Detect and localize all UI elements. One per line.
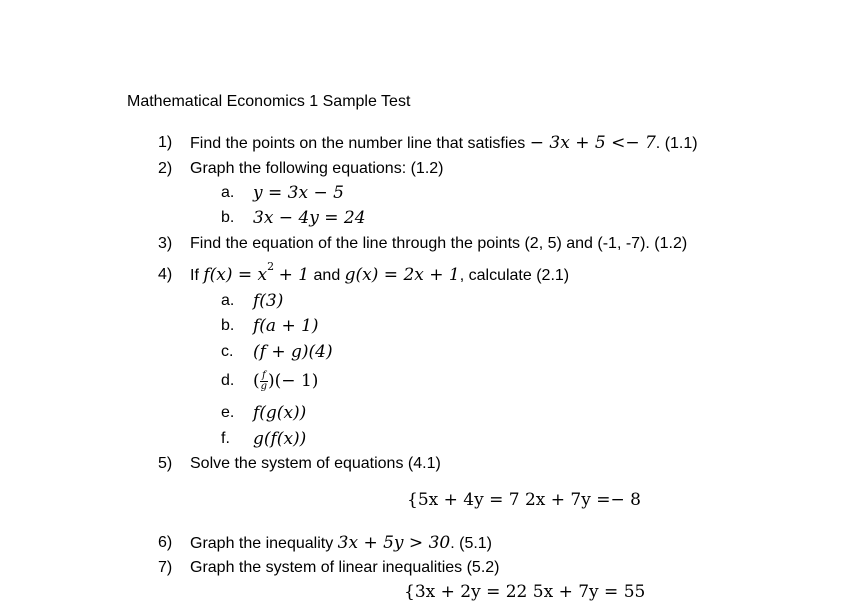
sub-label: e.	[221, 404, 235, 421]
f-definition-tail: + 1	[278, 265, 310, 285]
and-word: and	[313, 267, 341, 284]
question-3	[0, 232, 862, 256]
question-1-text: Find the points on the number line that satisfies	[190, 135, 526, 152]
sub-label: b.	[221, 209, 235, 226]
question-1-suffix: . (1.1)	[655, 135, 698, 152]
question-4-suffix: , calculate (2.1)	[459, 267, 570, 284]
question-4b	[0, 314, 862, 338]
question-2	[0, 157, 862, 181]
equation: y = 3x − 5	[253, 183, 344, 203]
inequality: 3x + 5y > 30	[337, 533, 451, 553]
sub-label: b.	[221, 317, 235, 334]
question-text	[190, 131, 698, 156]
expression: f(3)	[253, 291, 284, 311]
question-number: 1)	[158, 134, 173, 151]
question-number: 4)	[158, 266, 173, 283]
sub-label: a.	[221, 184, 235, 201]
question-4e	[0, 401, 862, 425]
sub-label: a.	[221, 292, 235, 309]
question-number: 3)	[158, 235, 173, 252]
system-of-equations: {5x + 4y = 7 2x + 7y =− 8	[407, 490, 641, 510]
question-4	[0, 260, 862, 287]
open-paren: (	[253, 371, 260, 391]
question-number: 2)	[158, 160, 173, 177]
expression	[253, 369, 318, 394]
sub-label: c.	[221, 343, 234, 360]
f-definition: f(x) = x	[203, 265, 268, 285]
question-4d	[0, 369, 862, 393]
question-4a	[0, 289, 862, 313]
expression: (f + g)(4)	[253, 342, 333, 362]
question-5	[0, 452, 862, 476]
question-text: Graph the following equations: (1.2)	[190, 160, 444, 177]
system-of-inequalities: {3x + 2y = 22 5x + 7y = 55	[404, 582, 646, 602]
question-text: Solve the system of equations (4.1)	[190, 455, 441, 472]
question-text	[190, 260, 570, 289]
fraction	[260, 371, 268, 392]
question-number: 6)	[158, 534, 173, 551]
equation: 3x − 4y = 24	[253, 208, 366, 228]
question-2b	[0, 206, 862, 230]
question-4c	[0, 340, 862, 364]
fraction-denominator: g	[260, 381, 268, 393]
expression: g(f(x))	[253, 429, 307, 449]
question-number: 5)	[158, 455, 173, 472]
question-1-inequality: − 3x + 5 <− 7	[529, 133, 656, 153]
question-6-text: Graph the inequality	[190, 535, 334, 552]
question-text	[190, 531, 492, 556]
question-text: Graph the system of linear inequalities (5.2)	[190, 559, 500, 576]
sub-label: f.	[221, 430, 230, 447]
question-1	[0, 131, 862, 155]
expression: f(g(x))	[253, 403, 307, 423]
question-6	[0, 531, 862, 555]
question-2a	[0, 181, 862, 205]
fraction-numerator: f	[260, 371, 268, 382]
question-number: 7)	[158, 559, 173, 576]
expression: f(a + 1)	[253, 316, 319, 336]
question-4-prefix: If	[190, 267, 199, 284]
g-definition: g(x) = 2x + 1	[344, 265, 460, 285]
question-4f	[0, 427, 862, 451]
sub-label: d.	[221, 372, 235, 389]
question-7	[0, 556, 862, 580]
exponent: 2	[267, 260, 275, 273]
question-text: Find the equation of the line through the points (2, 5) and (-1, -7). (1.2)	[190, 235, 688, 252]
expression-tail: )(− 1)	[268, 371, 319, 391]
page-title: Mathematical Economics 1 Sample Test	[127, 93, 411, 110]
question-6-suffix: . (5.1)	[450, 535, 493, 552]
